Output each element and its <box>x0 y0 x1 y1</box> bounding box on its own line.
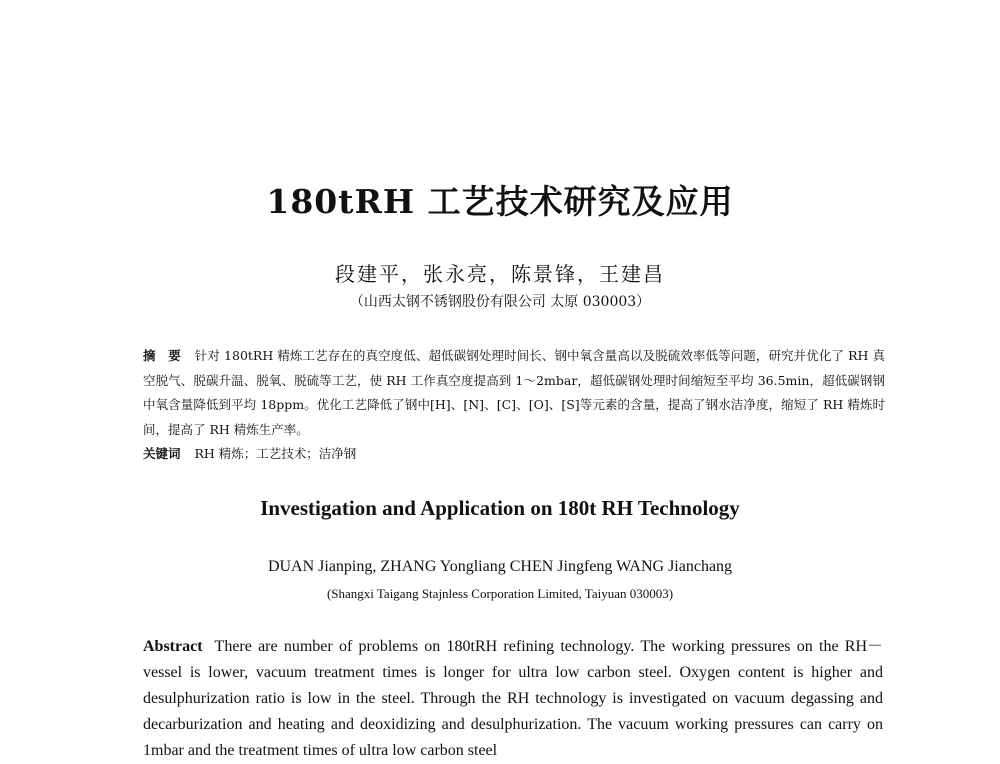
paper-title-en: Investigation and Application on 180t RH Technology <box>260 496 740 520</box>
abstract-en <box>143 634 883 764</box>
keywords-cn <box>143 442 885 466</box>
abstract-en-label: Abstract <box>143 638 203 655</box>
authors-en: DUAN Jianping, ZHANG Yongliang CHEN Jingfeng WANG Jianchang <box>267 558 733 575</box>
abstract-en-text: There are number of problems on 180tRH refining technology. The working pressures on the RH－vessel is lower, vacuum treatment times is longer for ultra low carbon steel. Oxygen content is higher and desulphurization ratio is low in the steel. Through the RH technology is investigated on vacuum degassing and decarburization and heating and deoxidizing and desulphurization. The vacuum working pressures can carry on 1mbar and the treatment times of ultra low carbon steel <box>143 638 883 759</box>
abstract-cn <box>143 344 885 442</box>
paper-title-cn: 180tRH 工艺技术研究及应用 <box>266 182 734 221</box>
authors-cn: 段建平，张永亮，陈景锋，王建昌 <box>335 262 665 286</box>
abstract-cn-text: 针对 180tRH 精炼工艺存在的真空度低、超低碳钢处理时间长、钢中氧含量高以及脱硫效率低等问题，研究并优化了 RH 真空脱气、脱碳升温、脱氧、脱硫等工艺，使 RH 工作真空度提高到 1～2mbar，超低碳钢处理时间缩短至平均 36.5min，超低碳钢钢中氧含量降低到平均 18ppm。优化工艺降低了钢中[H]、[N]、[C]、[O]、[S]等元素的含量，提高了钢水洁净度，缩短了 RH 精炼时间，提高了 RH 精炼生产率。 <box>143 348 885 437</box>
keywords-cn-text: RH 精炼；工艺技术；洁净钢 <box>194 446 357 461</box>
keywords-cn-label: 关键词 <box>143 446 181 461</box>
affiliation-en: (Shangxi Taigang Stajnless Corporation Limited, Taiyuan 030003) <box>326 586 674 601</box>
abstract-cn-label: 摘 要 <box>143 348 181 363</box>
affiliation-cn: （山西太钢不锈钢股份有限公司 太原 030003） <box>349 294 651 310</box>
